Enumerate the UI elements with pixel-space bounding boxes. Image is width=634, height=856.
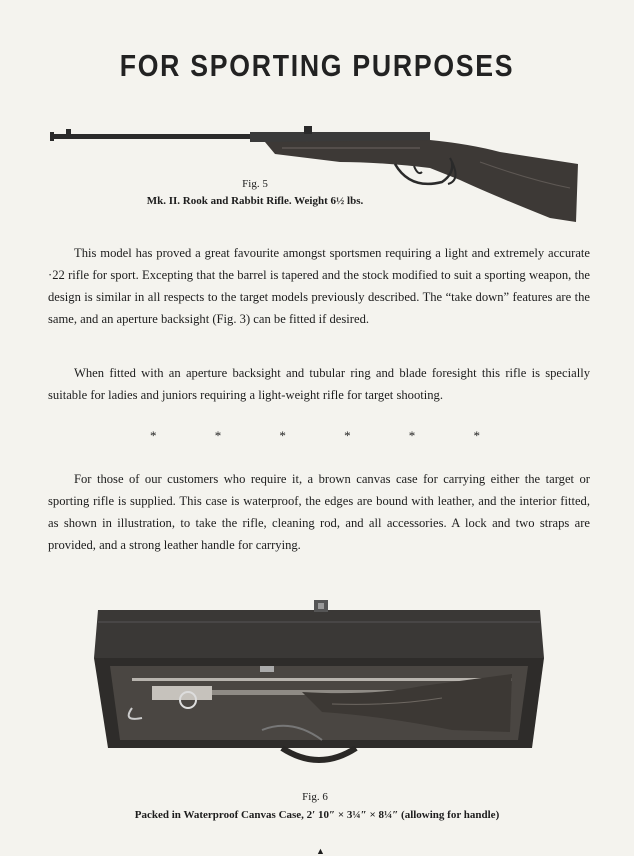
paragraph-canvas-case: For those of our customers who require it, a brown canvas case for carrying either the target or sporting rifle is supplied. This case is waterproof, the edges are bound with leather, and the interior fitted, as shown in illustration, to take the rifle, cleaning rod, and all accessories. A lock and two straps are provided, and a strong leather handle for carrying. [48,472,590,552]
rifle-illustration [50,122,582,227]
separator-star: * [279,428,286,443]
figure-5-caption: Mk. II. Rook and Rabbit Rifle. Weight 6½ lbs. [146,195,364,207]
figure-5-label: Fig. 5 [242,178,268,190]
separator-star: * [344,428,351,443]
paragraph-ladies-juniors: When fitted with an aperture backsight and tubular ring and blade foresight this rifle is specially suitable for ladies and juniors requiring a light-weight rifle for target shooting. [48,366,590,402]
figure-6-label: Fig. 6 [302,791,328,803]
figure-6-caption: Packed in Waterproof Canvas Case, 2′ 10″ × 3¼″ × 8¼″ (allowing for handle) [134,809,500,821]
page-title: FOR SPORTING PURPOSES [119,48,515,83]
section-separator [150,428,480,444]
separator-star: * [150,428,157,443]
canvas-case-illustration [92,600,546,780]
separator-star: * [473,428,480,443]
separator-star: * [214,428,222,443]
paragraph-rifle-description: This model has proved a great favourite amongst sportsmen requiring a light and extremely accurate ·22 rifle for sport. Excepting that the barrel is tapered and the stock modified to suit a sporting weapon, the design is similar in all respects to the target models previously described. The “take down” features are the same, and an aperture backsight (Fig. 3) can be fitted if desired. [48,246,590,326]
footer-mark: ▲ [316,846,325,856]
separator-star: * [408,428,416,443]
